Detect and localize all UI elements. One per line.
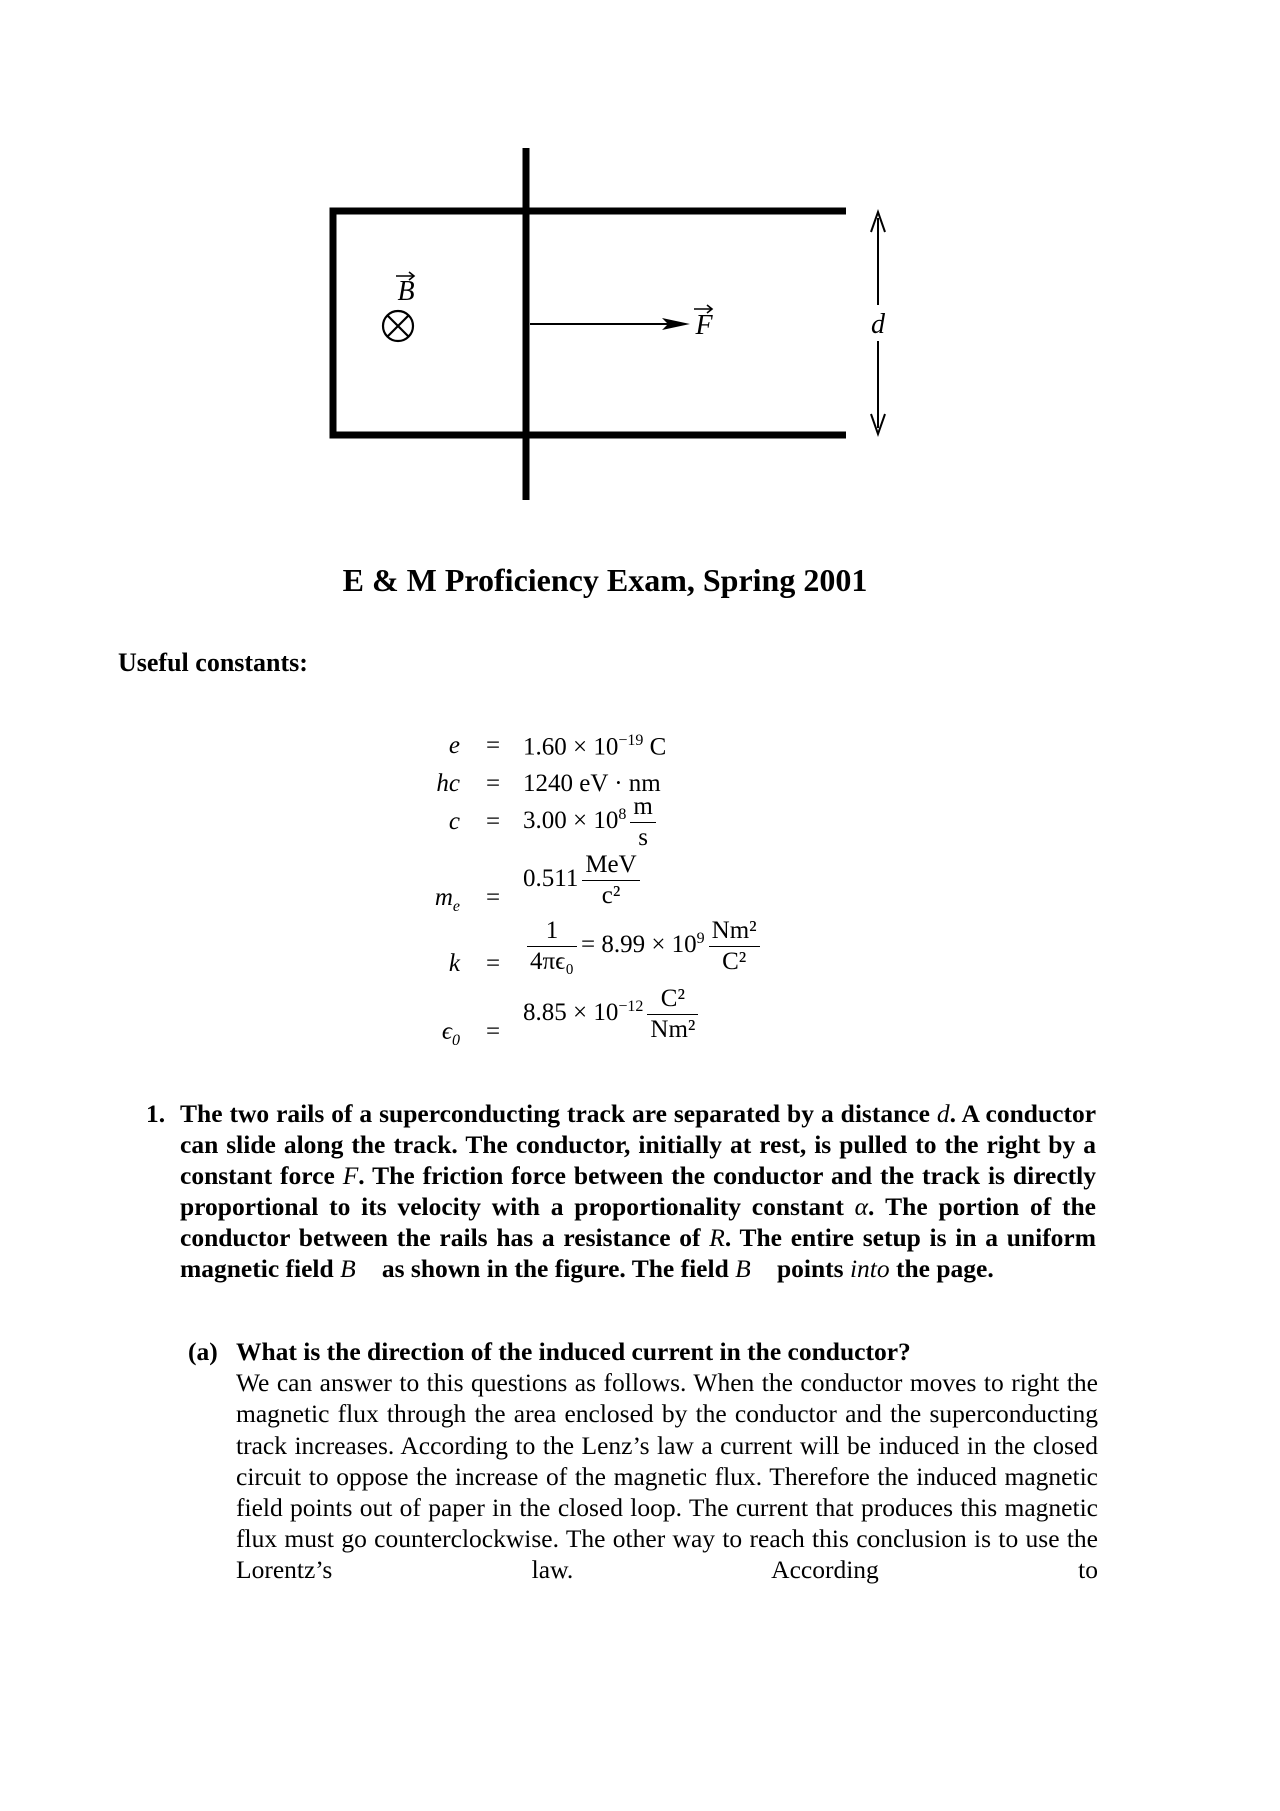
rail-figure xyxy=(0,0,1280,520)
equals-sign: = xyxy=(486,950,501,977)
part-a xyxy=(188,1336,1098,1586)
constant-value: $8.85 \times 10^{-12}$ $\frac{\text{C²}}{\text{Nm²}}$ xyxy=(523,984,702,1045)
field-label: B xyxy=(397,276,415,307)
constant-symbol: $m_e$ xyxy=(434,884,460,915)
equals-sign: = xyxy=(486,770,501,797)
constant-symbol: hc xyxy=(436,770,460,797)
constant-value: $\frac{1}{\text{4πϵ₀}}$ = $8.99 \times 10^9$ $\frac{\text{Nm²}}{\text{C²}}$ xyxy=(523,916,764,977)
equals-sign: = xyxy=(486,1018,501,1045)
problem-1 xyxy=(146,1098,1096,1284)
problem-text: The two rails of a superconducting track are separated by a distance d. A conductor can slide along the track. The conductor, initially at rest, is pulled to the right by a constant force F. The friction force between the conductor and the track is directly proportional to its velocity with a proportionality constant α. The portion of the conductor between the rails has a resistance of R. The entire setup is in a uniform magnetic field B⃗ as shown in the figure. The field B⃗ points into the page. xyxy=(180,1099,1097,1283)
constant-symbol: e xyxy=(448,732,460,759)
part-answer: We can answer to this questions as follows. When the conductor moves to right the magnetic flux through the area enclosed by the conductor and the superconducting track increases. According to the Lenz’s law a current will be induced in the closed circuit to oppose the increase of the magnetic flux. Therefore the induced magnetic field points out of paper in the closed loop. The current that produces this magnetic flux must go counterclockwise. The other way to reach this conclusion is to use the Lorentz’s law. According to xyxy=(236,1368,1098,1585)
constant-symbol: c xyxy=(448,808,460,835)
distance-label: d xyxy=(871,309,885,340)
constant-value: $1.60 \times 10^{-19}$ C xyxy=(523,732,667,761)
field-into-page-icon xyxy=(383,311,413,341)
force-label: F xyxy=(695,310,713,341)
constant-value: 0.511 $\frac{\text{MeV}}{\text{c²}}$ xyxy=(523,850,644,911)
constant-symbol: $\epsilon_0$ xyxy=(441,1018,460,1049)
constant-symbol: k xyxy=(448,950,460,977)
constant-value: $3.00 \times 10^8$ $\frac{m}{s}$ xyxy=(523,792,660,853)
constant-value: 1240 eV · nm xyxy=(523,770,661,797)
problem-number: 1. xyxy=(146,1099,166,1128)
exam-title: E & M Proficiency Exam, Spring 2001 xyxy=(342,562,868,598)
equals-sign: = xyxy=(486,884,501,911)
equals-sign: = xyxy=(486,808,501,835)
part-question: What is the direction of the induced current in the conductor? xyxy=(236,1337,911,1366)
constants-heading: Useful constants: xyxy=(118,648,308,677)
constants-list xyxy=(0,720,1280,1060)
equals-sign: = xyxy=(486,732,501,759)
part-label: (a) xyxy=(188,1337,218,1366)
